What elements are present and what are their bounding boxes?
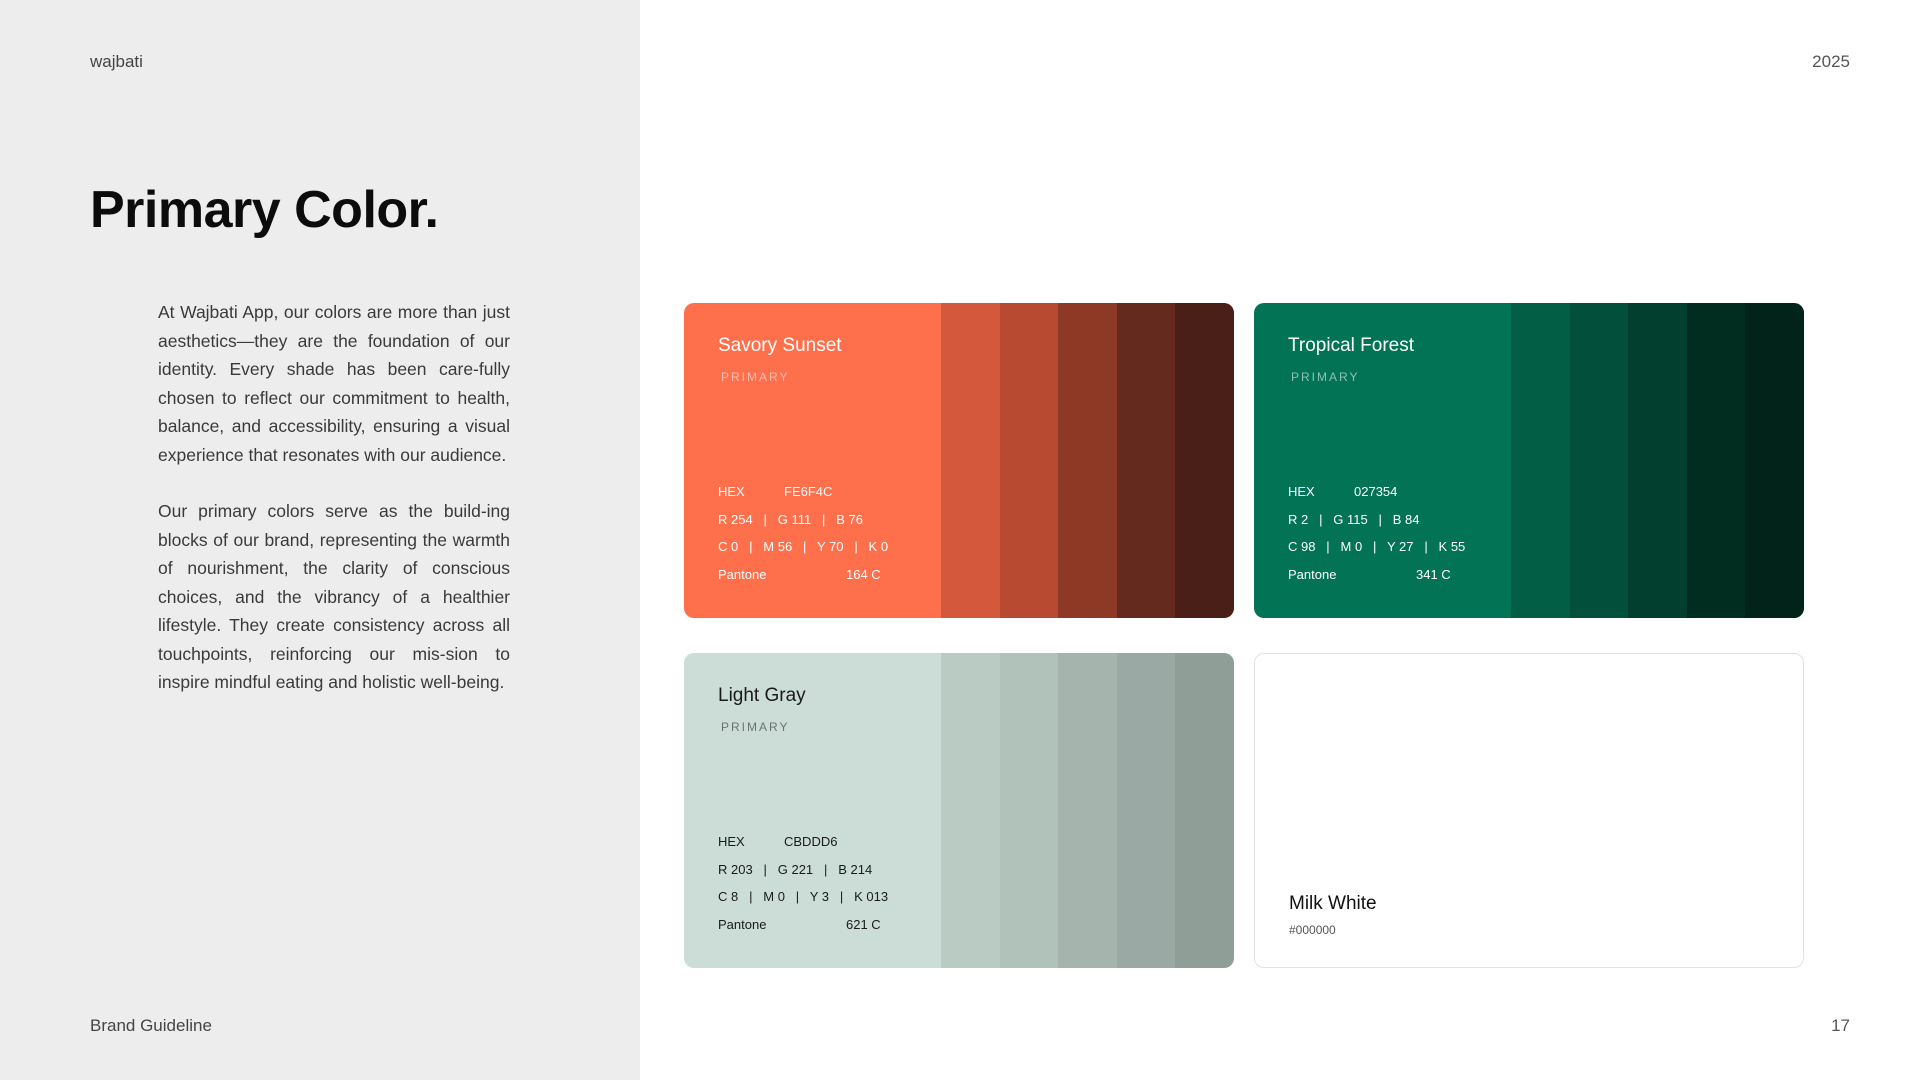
hex-value: #000000	[1289, 923, 1336, 937]
rgb-value: R 2 | G 115 | B 84	[1288, 511, 1420, 527]
color-info	[684, 653, 941, 968]
shade-strip	[941, 653, 1234, 968]
hex-label: HEX	[1288, 484, 1315, 499]
color-role: PRIMARY	[721, 370, 790, 384]
pantone-value: 621 C	[846, 916, 881, 932]
shade-strip	[941, 303, 1234, 618]
color-specs	[718, 478, 888, 588]
color-specs	[718, 828, 888, 938]
intro-paragraph: Our primary colors serve as the build-ing blocks of our brand, representing the warmth of nourishment, the clarity of conscious choices, and the vibrancy of a healthier lifestyle. They create consistency across all touchpoints, reinforcing our mis-sion to inspire mindful eating and holistic well-being.	[158, 501, 510, 692]
color-card-light-gray	[684, 653, 1234, 968]
shade-swatch	[1511, 303, 1570, 618]
hex-label: HEX	[718, 484, 745, 499]
color-info	[1289, 893, 1377, 937]
shade-swatch	[1687, 303, 1746, 618]
cmyk-value: C 0 | M 56 | Y 70 | K 0	[718, 539, 889, 554]
shade-swatch	[1000, 653, 1059, 968]
cmyk-value: C 98 | M 0 | Y 27 | K 55	[1288, 539, 1466, 554]
shade-swatch	[1000, 303, 1059, 618]
pantone-label: Pantone	[718, 916, 767, 932]
pantone-label: Pantone	[718, 566, 767, 582]
color-role: PRIMARY	[721, 720, 790, 734]
shade-swatch	[1058, 653, 1117, 968]
color-name: Tropical Forest	[1288, 335, 1414, 356]
hex-value: CBDDD6	[784, 834, 838, 849]
shade-swatch	[1175, 303, 1234, 618]
intro-text	[158, 298, 510, 725]
shade-swatch	[1628, 303, 1687, 618]
color-name: Savory Sunset	[718, 335, 842, 356]
footer-label: Brand Guideline	[90, 1016, 212, 1035]
color-info	[684, 303, 941, 618]
shade-swatch	[1175, 653, 1234, 968]
pantone-value: 164 C	[846, 566, 881, 582]
rgb-value: R 203 | G 221 | B 214	[718, 861, 873, 877]
rgb-value: R 254 | G 111 | B 76	[718, 511, 864, 527]
shade-swatch	[1058, 303, 1117, 618]
color-card-milk-white	[1254, 653, 1804, 968]
year-label: 2025	[1812, 52, 1850, 71]
color-name: Milk White	[1289, 893, 1377, 914]
intro-paragraph: At Wajbati App, our colors are more than just aesthetics—they are the foundation of our identity. Every shade has been care-fully chosen to reflect our commitment to health, balance, and accessibility, ensuring a visual experience that resonates with our audience.	[158, 302, 510, 465]
shade-swatch	[1570, 303, 1629, 618]
color-info	[1254, 303, 1511, 618]
pantone-label: Pantone	[1288, 566, 1337, 582]
color-role: PRIMARY	[1291, 370, 1360, 384]
shade-swatch	[941, 653, 1000, 968]
shade-swatch	[1745, 303, 1804, 618]
color-card-savory-sunset	[684, 303, 1234, 618]
cmyk-value: C 8 | M 0 | Y 3 | K 013	[718, 889, 889, 904]
shade-swatch	[941, 303, 1000, 618]
color-card-tropical-forest	[1254, 303, 1804, 618]
shade-strip	[1511, 303, 1804, 618]
hex-label: HEX	[718, 834, 745, 849]
color-name: Light Gray	[718, 685, 806, 706]
hex-value: 027354	[1354, 484, 1398, 499]
brand-name: wajbati	[90, 52, 143, 71]
pantone-value: 341 C	[1416, 566, 1451, 582]
page-number: 17	[1831, 1016, 1850, 1035]
shade-swatch	[1117, 653, 1176, 968]
shade-swatch	[1117, 303, 1176, 618]
page-title: Primary Color.	[90, 181, 439, 239]
hex-value: FE6F4C	[784, 484, 833, 499]
color-specs	[1288, 478, 1465, 588]
